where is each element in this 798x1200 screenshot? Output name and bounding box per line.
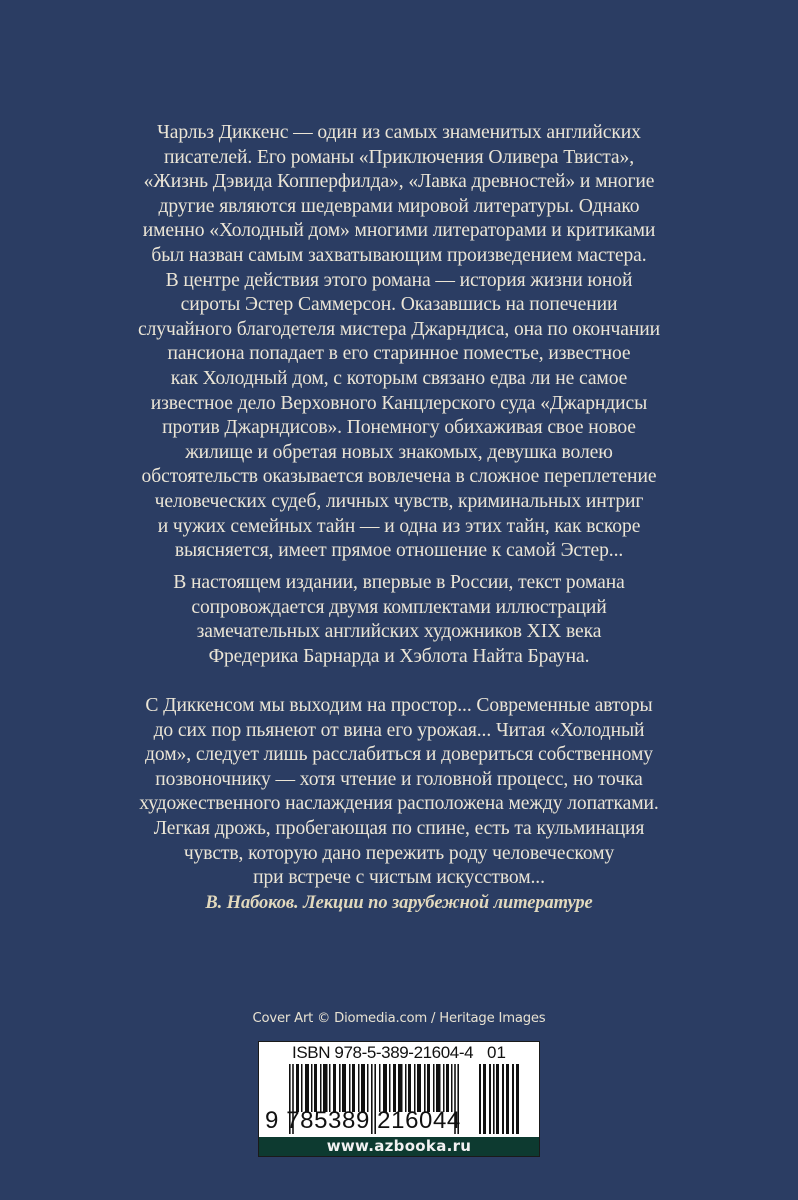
text-line: был назван самым захватывающим произведением мастера. [151, 244, 647, 266]
nabokov-quote [110, 694, 688, 915]
text-line: случайного благодетеля мистера Джарндиса, она по окончании [137, 318, 661, 340]
text-line: жилище и обретая новых знакомых, девушка волею [185, 441, 613, 463]
text-line: сопровождается двумя комплектами иллюстраций [191, 596, 607, 618]
text-line: В настоящем издании, впервые в России, текст романа [173, 572, 625, 593]
text-line: против Джарндисов». Понемногу обихаживая свое новое [162, 417, 636, 439]
quote-line: при встрече с чистым искусством... [253, 867, 545, 889]
quote-attribution: В. Набоков. Лекции по зарубежной литературе [205, 892, 593, 913]
quote-line: до сих пор пьянеют от вина его урожая... Читая «Холодный [153, 719, 645, 741]
text-line: замечательных английских художников XIX века [196, 621, 602, 643]
text-line: и чужих семейных тайн — и одна из этих тайн, как вскоре [157, 515, 641, 537]
isbn-label: ISBN 978-5-389-21604-4 [292, 1043, 474, 1062]
quote-line: С Диккенсом мы выходим на простор... Современные авторы [145, 695, 653, 716]
barcode-addon-number: 01 [487, 1043, 506, 1062]
ean-digits: 9 785389 216044 [265, 1107, 461, 1134]
quote-line: художественного наслаждения расположена между лопатками. [139, 793, 659, 815]
cover-art-credit: Cover Art © Diomedia.com / Heritage Images [252, 1011, 546, 1026]
text-line: человеческих судеб, личных чувств, криминальных интриг [154, 490, 644, 512]
barcode-addon-bars-icon [479, 1064, 521, 1134]
text-line: Чарльз Диккенс — один из самых знаменитых английских [157, 122, 641, 143]
text-line: обстоятельств оказывается вовлечена в сложное переплетение [141, 466, 657, 488]
publisher-website-link[interactable]: www.azbooka.ru [259, 1137, 539, 1156]
quote-line: дом», следует лишь расслабиться и довериться собственному [145, 744, 653, 766]
text-line: сироты Эстер Саммерсон. Оказавшись на попечении [180, 294, 618, 316]
text-line: именно «Холодный дом» многими литераторами и критиками [142, 220, 656, 242]
isbn-barcode [258, 1041, 540, 1157]
text-line: «Жизнь Дэвида Копперфилда», «Лавка древностей» и многие [143, 171, 655, 193]
text-line: выясняется, имеет прямое отношение к самой Эстер... [174, 540, 624, 562]
quote-line: чувств, которую дано пережить роду человеческому [183, 842, 615, 864]
quote-line: позвоночнику — хотя чтение и головной процесс, но точка [155, 768, 643, 790]
text-line: другие являются шедеврами мировой литературы. Однако [158, 195, 640, 217]
text-line: как Холодный дом, с которым связано едва ли не самое [170, 367, 628, 389]
text-line: Фредерика Барнарда и Хэблота Найта Брауна. [208, 645, 590, 667]
text-line: В центре действия этого романа — история жизни юной [165, 269, 633, 291]
description-paragraph-1 [110, 121, 688, 564]
text-line: известное дело Верховного Канцлерского суда «Джарндисы [150, 392, 648, 414]
quote-line: Легкая дрожь, пробегающая по спине, есть та кульминация [153, 817, 645, 839]
edition-note-paragraph [110, 571, 688, 669]
text-line: пансиона попадает в его старинное поместье, известное [167, 343, 631, 365]
text-line: писателей. Его романы «Приключения Оливера Твиста», [163, 146, 635, 168]
